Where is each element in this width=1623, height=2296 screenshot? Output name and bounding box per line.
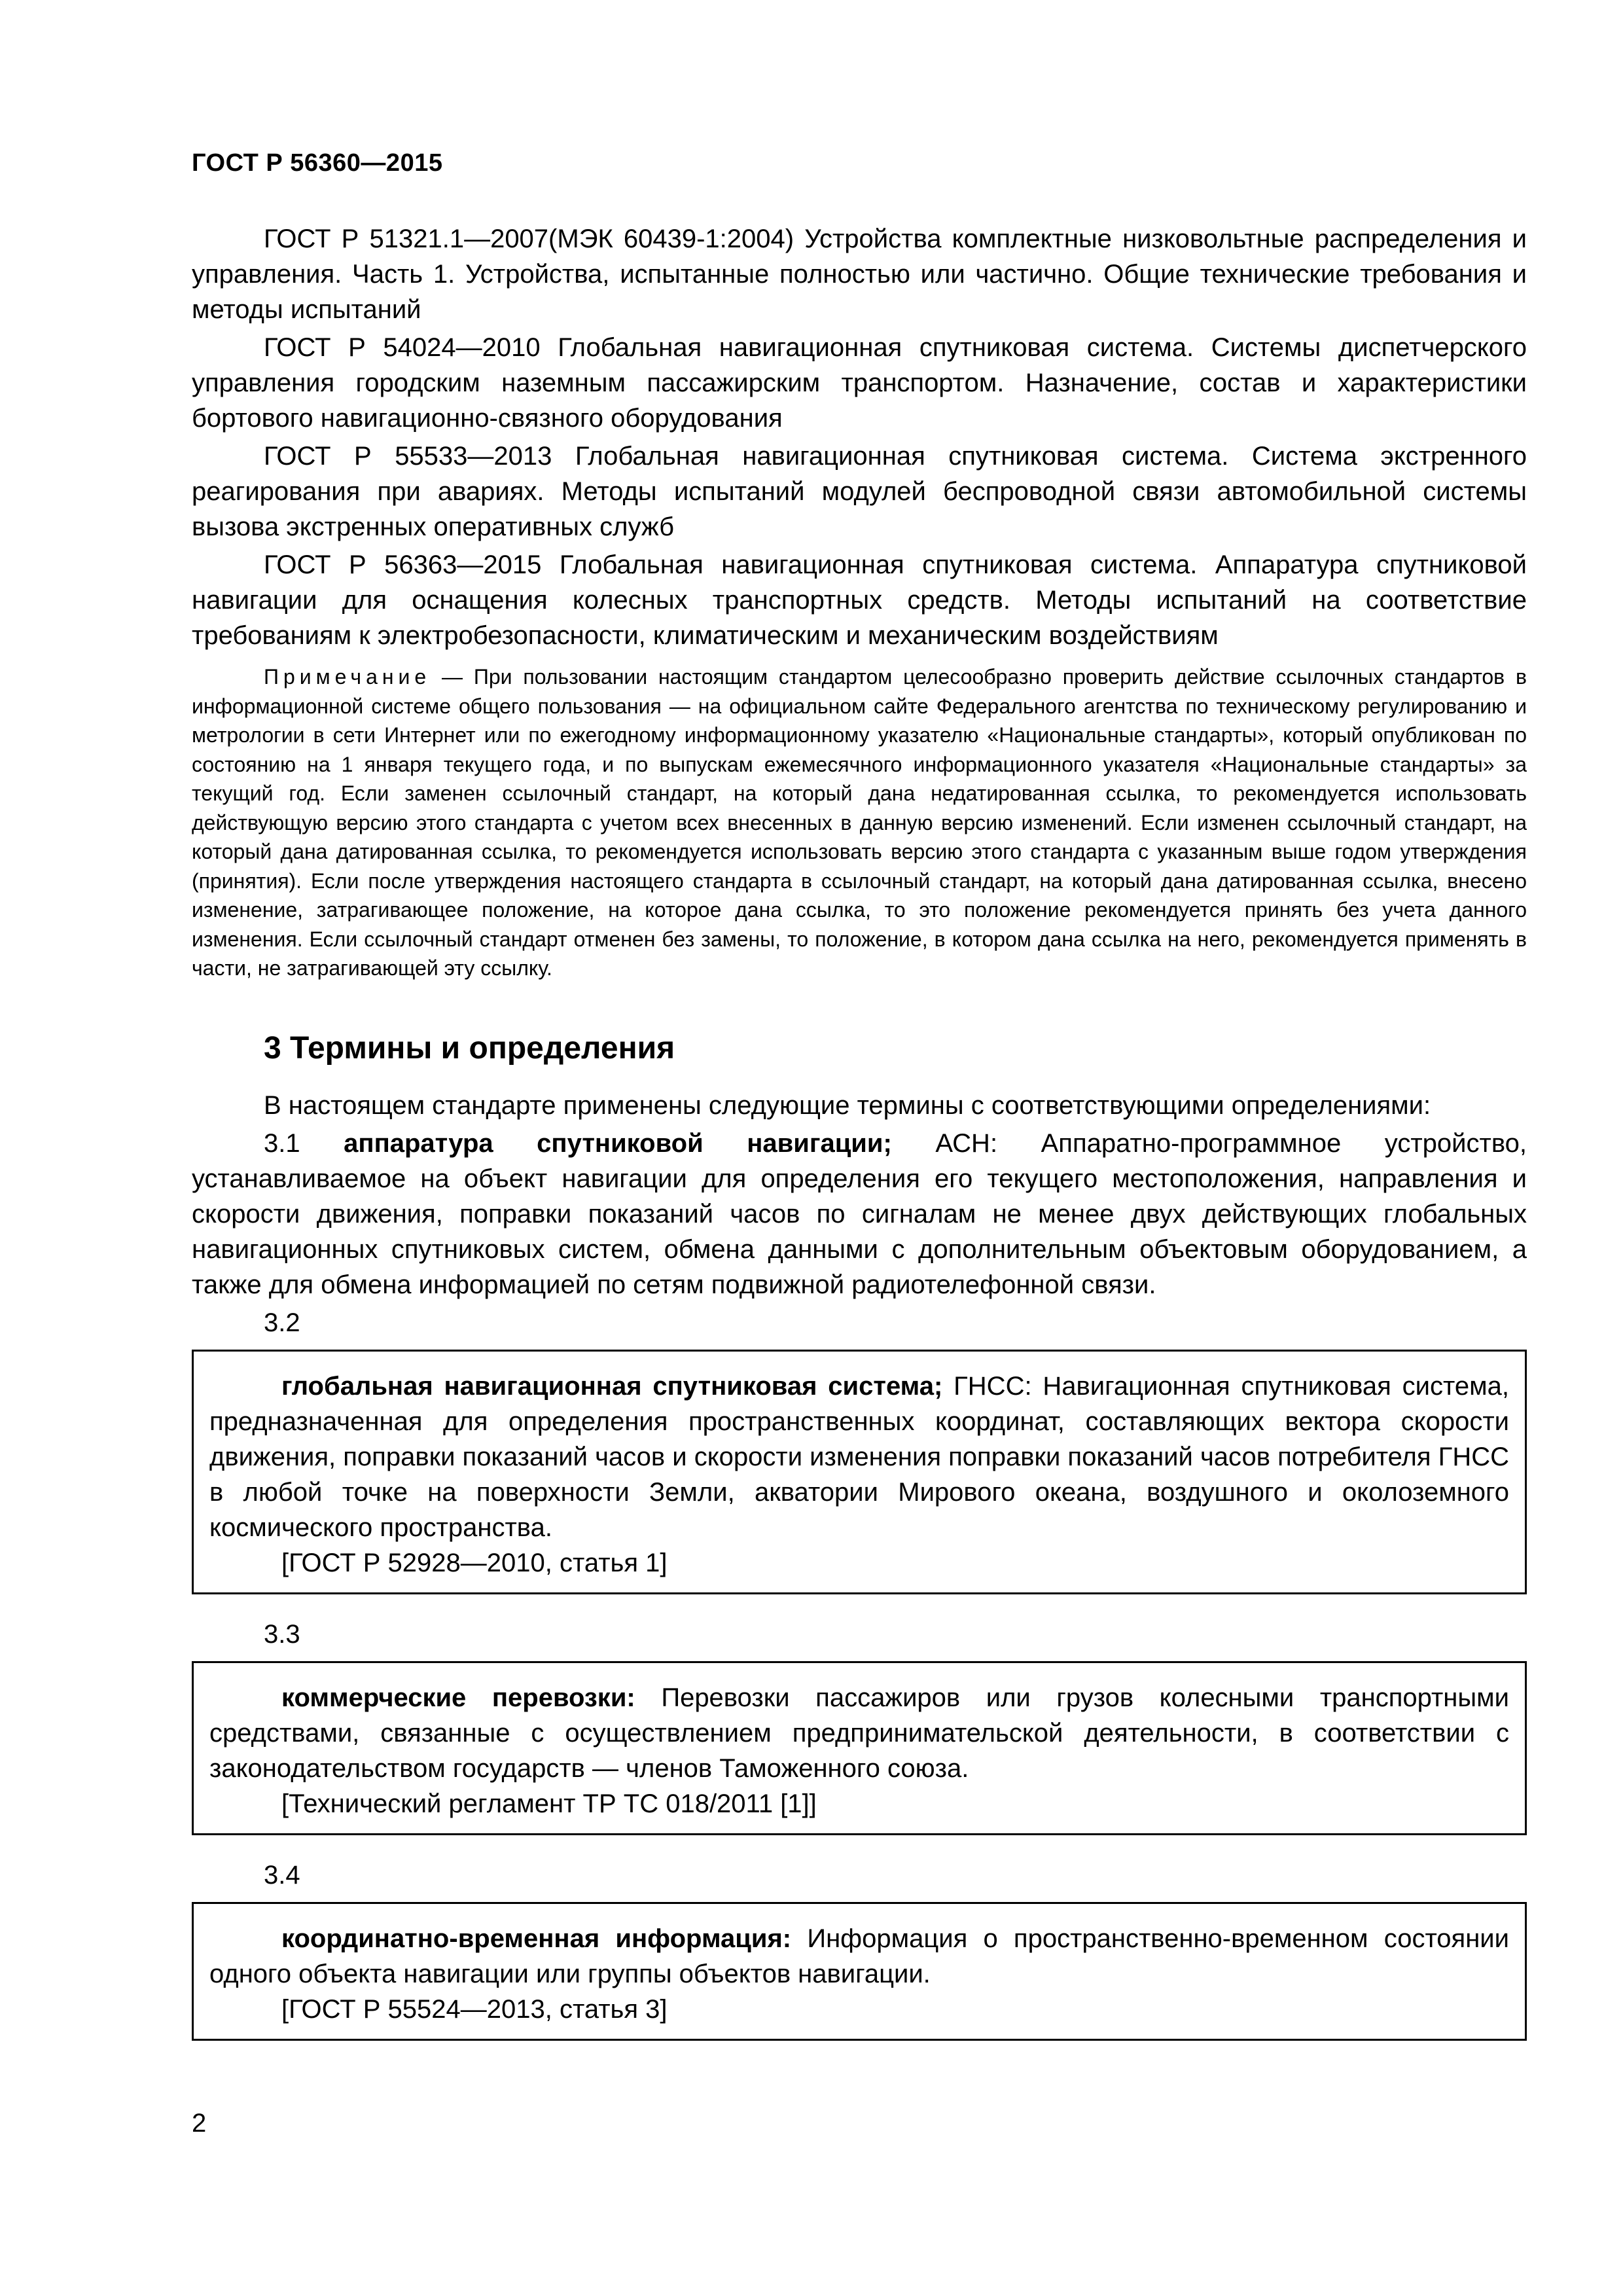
term-3-2 — [209, 1369, 1509, 1545]
term-number-3-2: 3.2 — [264, 1308, 300, 1337]
reference-item: ГОСТ Р 54024—2010 Глобальная навигационная спутниковая система. Системы диспетчерского управления городским наземным пассажирским транспортом. Назначение, состав и характеристики бортового навигационно-связного оборудования — [192, 333, 1527, 433]
term-source: [Технический регламент ТР ТС 018/2011 [1]] — [281, 1789, 817, 1818]
term-definition: ГНСС: Навигационная спутниковая система, предназначенная для определения пространственных координат, составляющих вектора скорости движения, поправки показаний часов и скорости изменения поправки показаний часов потребителя ГНСС в любой точке на поверхности Земли, акватории Мирового океана, воздушного и околоземного космического пространства. — [209, 1371, 1510, 1542]
term-number: 3.1 — [264, 1128, 344, 1158]
term-number-3-4: 3.4 — [264, 1860, 300, 1890]
term-name: аппаратура спутниковой навигации; — [344, 1128, 892, 1158]
reference-item: ГОСТ Р 51321.1—2007(МЭК 60439-1:2004) Устройства комплектные низковольтные распределения и управления. Часть 1. Устройства, испытанные полностью или частично. Общие технические требования и методы испытаний — [192, 224, 1527, 324]
term-3-4 — [209, 1921, 1509, 1992]
section-heading: 3 Термины и определения — [264, 1030, 675, 1066]
note-text: — При пользовании настоящим стандартом целесообразно проверить действие ссылочных стандартов в информационной системе общего пользования — на официальном сайте Федерального агентства по техническому регулированию и метрологии в сети Интернет или по ежегодному информационному указателю «Национальные стандарты», который опубликован по состоянию на 1 января текущего года, и по выпускам ежемесячного информационного указателя «Национальные стандарты» за текущий год. Если заменен ссылочный стандарт, на который дана недатированная ссылка, то рекомендуется использовать действующую версию этого стандарта с учетом всех внесенных в данную версию изменений. Если изменен ссылочный стандарт, на который дана датированная ссылка, то рекомендуется использовать версию этого стандарта с указанным выше годом утверждения (принятия). Если после утверждения настоящего стандарта в ссылочный стандарт, на который дана датированная ссылка, внесено изменение, затрагивающее положение, на которое дана ссылка, то это положение рекомендуется принять без учета данного изменения. Если ссылочный стандарт отменен без замены, то положение, в котором дана ссылка на него, рекомендуется применять в части, не затрагивающей эту ссылку. — [192, 665, 1527, 980]
term-source: [ГОСТ Р 52928—2010, статья 1] — [281, 1548, 668, 1577]
term-definition: АСН: Аппаратно-программное устройство, устанавливаемое на объект навигации для определения его текущего местоположения, направления и скорости движения, поправки показаний часов по сигналам не менее двух действующих глобальных навигационных спутниковых систем, обмена данными с дополнительным объектовым оборудованием, а также для обмена информацией по сетям подвижной радиотелефонной связи. — [192, 1128, 1527, 1299]
reference-item: ГОСТ Р 55533—2013 Глобальная навигационная спутниковая система. Система экстренного реагирования при авариях. Методы испытаний модулей беспроводной связи автомобильной системы вызова экстренных оперативных служб — [192, 442, 1527, 541]
reference-note — [192, 662, 1527, 983]
term-box-3-3 — [192, 1661, 1527, 1835]
term-name: координатно-временная информация: — [281, 1924, 792, 1953]
term-3-3 — [209, 1680, 1509, 1786]
page-content — [192, 221, 1527, 2063]
term-definition: Перевозки пассажиров или грузов колесными транспортными средствами, связанные с осуществлением предпринимательской деятельности, в соответствии с законодательством государств — членов Таможенного союза. — [209, 1683, 1509, 1783]
term-box-3-4 — [192, 1902, 1527, 2041]
reference-item: ГОСТ Р 56363—2015 Глобальная навигационная спутниковая система. Аппаратура спутниковой навигации для оснащения колесных транспортных средств. Методы испытаний на соответствие требованиям к электробезопасности, климатическим и механическим воздействиям — [192, 550, 1527, 650]
term-name: коммерческие перевозки: — [281, 1683, 635, 1712]
term-3-1 — [192, 1126, 1527, 1302]
term-number-3-3: 3.3 — [264, 1619, 300, 1649]
document-code-header: ГОСТ Р 56360—2015 — [192, 149, 443, 177]
term-definition: Информация о пространственно-временном состоянии одного объекта навигации или группы объектов навигации. — [209, 1924, 1509, 1988]
term-box-3-2 — [192, 1350, 1527, 1594]
page-number: 2 — [192, 2109, 207, 2138]
term-name: глобальная навигационная спутниковая система; — [281, 1371, 943, 1401]
term-source: [ГОСТ Р 55524—2013, статья 3] — [281, 1994, 668, 2024]
note-label: Примечание — [264, 665, 431, 689]
section-intro: В настоящем стандарте применены следующие термины с соответствующими определениями: — [264, 1090, 1431, 1120]
